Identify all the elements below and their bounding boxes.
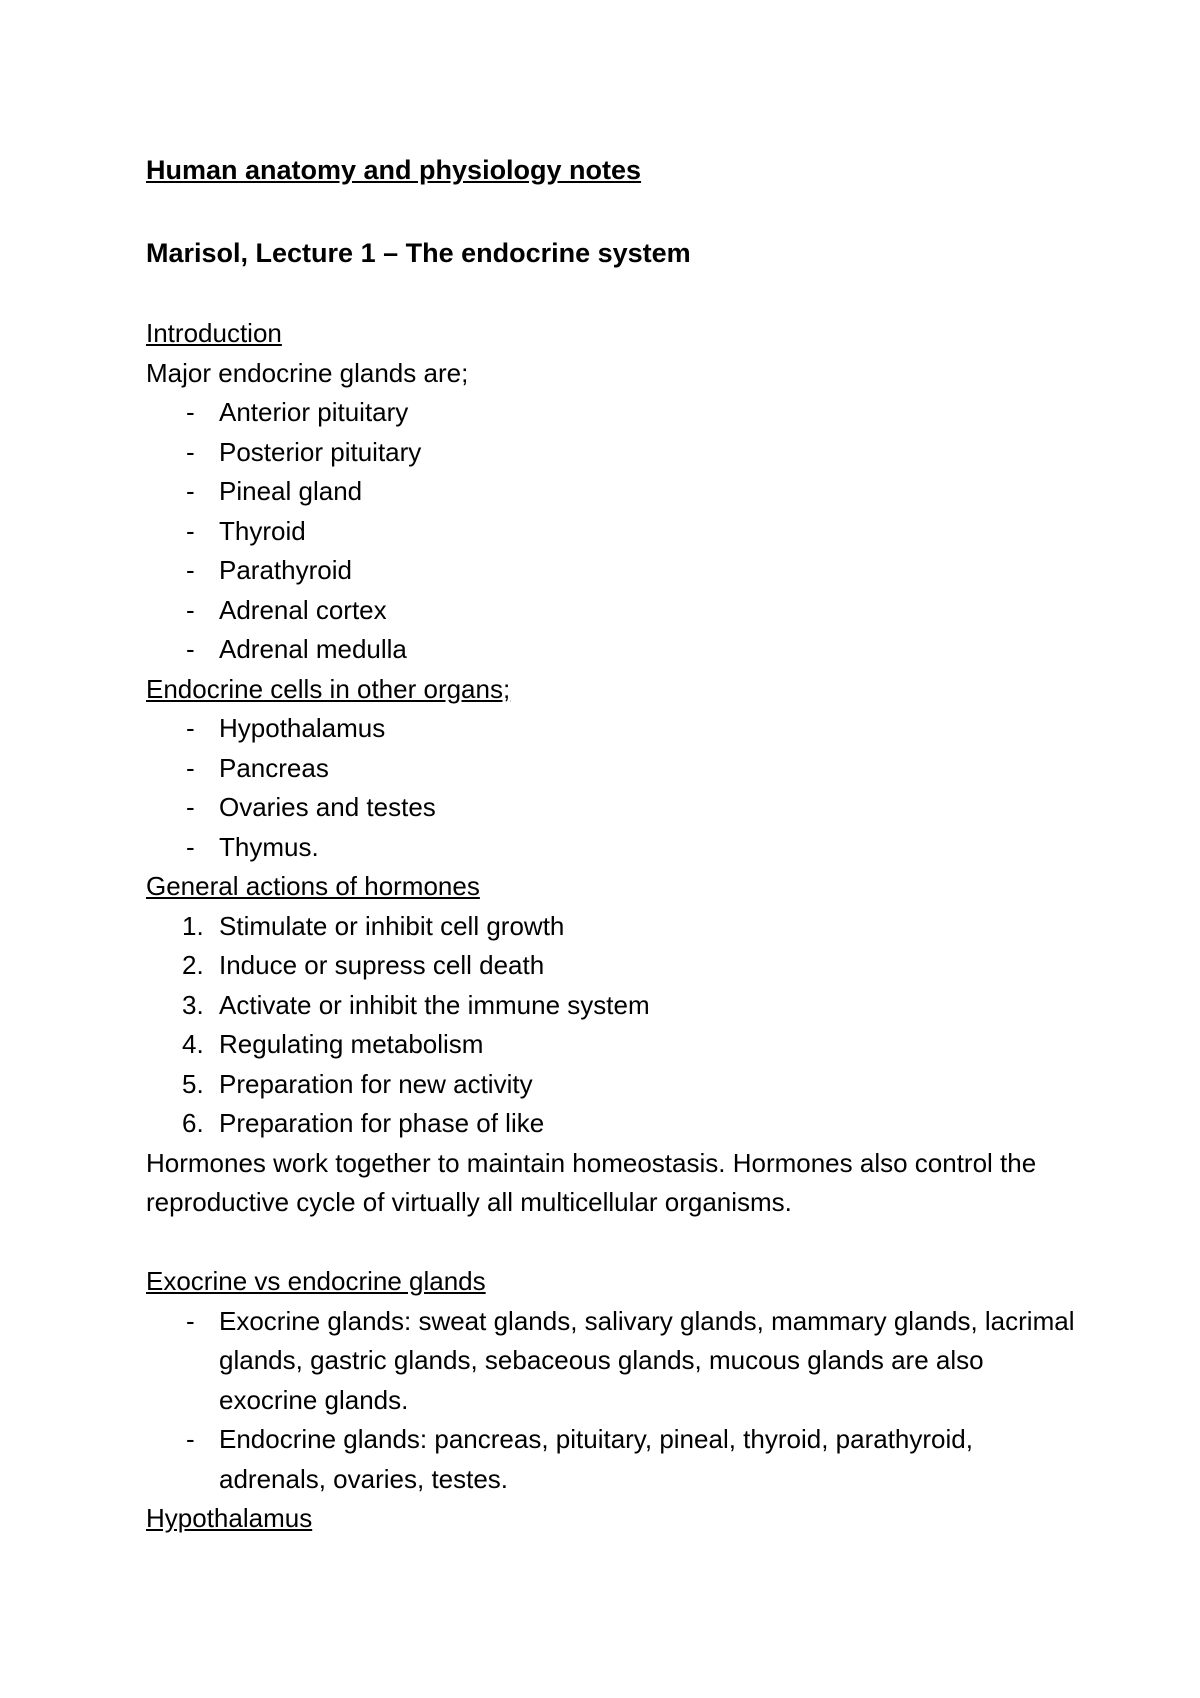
list-item-text: Pancreas [219,752,329,783]
list-item [146,986,1086,1026]
list-item-text: Pineal gland [219,476,363,506]
list-item-text: Endocrine glands: pancreas, pituitary, pineal, thyroid, parathyroid, adrenals, ovaries, testes. [219,1424,973,1494]
dash-bullet: - [186,397,195,427]
list-item [146,1065,1086,1105]
list-item [146,828,1086,868]
list-item [146,1420,1086,1499]
list-item [146,1104,1086,1144]
list-item [146,512,1086,552]
list-item [146,591,1086,631]
list-item-text: Activate or inhibit the immune system [219,989,650,1020]
dash-bullet: - [186,1305,195,1336]
dash-bullet: - [186,634,195,664]
list-item-text: Exocrine glands: sweat glands, salivary glands, mammary glands, lacrimal glands, gastric glands, sebaceous glands, mucous glands are also exocrine glands. [219,1305,1075,1415]
list-item [146,472,1086,512]
list-item-text: Ovaries and testes [219,792,436,822]
dash-bullet: - [186,476,195,506]
list-item-text: Preparation for new activity [219,1068,533,1099]
list-number: 5. [182,1068,204,1099]
list-item [146,1025,1086,1065]
list-number: 4. [182,1029,204,1059]
homeostasis-paragraph: Hormones work together to maintain homeostasis. Hormones also control the reproductive cycle of virtually all multicellular organisms. [146,1147,1037,1217]
lecture-subtitle: Marisol, Lecture 1 – The endocrine system [146,238,691,268]
general-actions-heading: General actions of hormones [146,871,480,901]
list-item [146,433,1086,473]
gland-types-list [146,1302,1086,1500]
list-number: 2. [182,950,204,980]
document-body [146,150,1086,1539]
dash-bullet: - [186,436,195,467]
list-item-text: Thymus. [219,831,319,862]
dash-bullet: - [186,831,195,862]
other-organs-list [146,709,1086,867]
list-number: 1. [182,910,204,941]
list-item [146,393,1086,433]
list-number: 3. [182,989,204,1020]
dash-bullet: - [186,752,195,783]
list-item-text: Adrenal cortex [219,594,387,625]
list-item [146,946,1086,986]
dash-bullet: - [186,555,195,585]
dash-bullet: - [186,515,195,546]
list-item [146,907,1086,947]
other-organs-heading: Endocrine cells in other organs; [146,673,511,704]
list-item-text: Preparation for phase of like [219,1108,545,1138]
dash-bullet: - [186,792,195,822]
list-item [146,630,1086,670]
document-title: Human anatomy and physiology notes [146,155,642,185]
hormone-actions-list [146,907,1086,1144]
major-glands-list [146,393,1086,670]
list-item-text: Thyroid [219,515,306,546]
list-item [146,749,1086,789]
list-item [146,788,1086,828]
list-item-text: Adrenal medulla [219,634,407,664]
dash-bullet: - [186,594,195,625]
list-item-text: Posterior pituitary [219,436,422,467]
exocrine-vs-endocrine-heading: Exocrine vs endocrine glands [146,1266,486,1296]
hypothalamus-heading: Hypothalamus [146,1503,313,1533]
list-number: 6. [182,1108,204,1138]
list-item [146,1302,1086,1421]
list-item-text: Regulating metabolism [219,1029,484,1059]
list-item-text: Induce or supress cell death [219,950,545,980]
list-item-text: Hypothalamus [219,713,386,743]
introduction-heading: Introduction [146,318,282,348]
list-item [146,709,1086,749]
dash-bullet: - [186,1424,195,1454]
dash-bullet: - [186,713,195,743]
list-item-text: Anterior pituitary [219,397,409,427]
list-item [146,551,1086,591]
list-item-text: Parathyroid [219,555,352,585]
introduction-lead: Major endocrine glands are; [146,357,469,388]
list-item-text: Stimulate or inhibit cell growth [219,910,565,941]
